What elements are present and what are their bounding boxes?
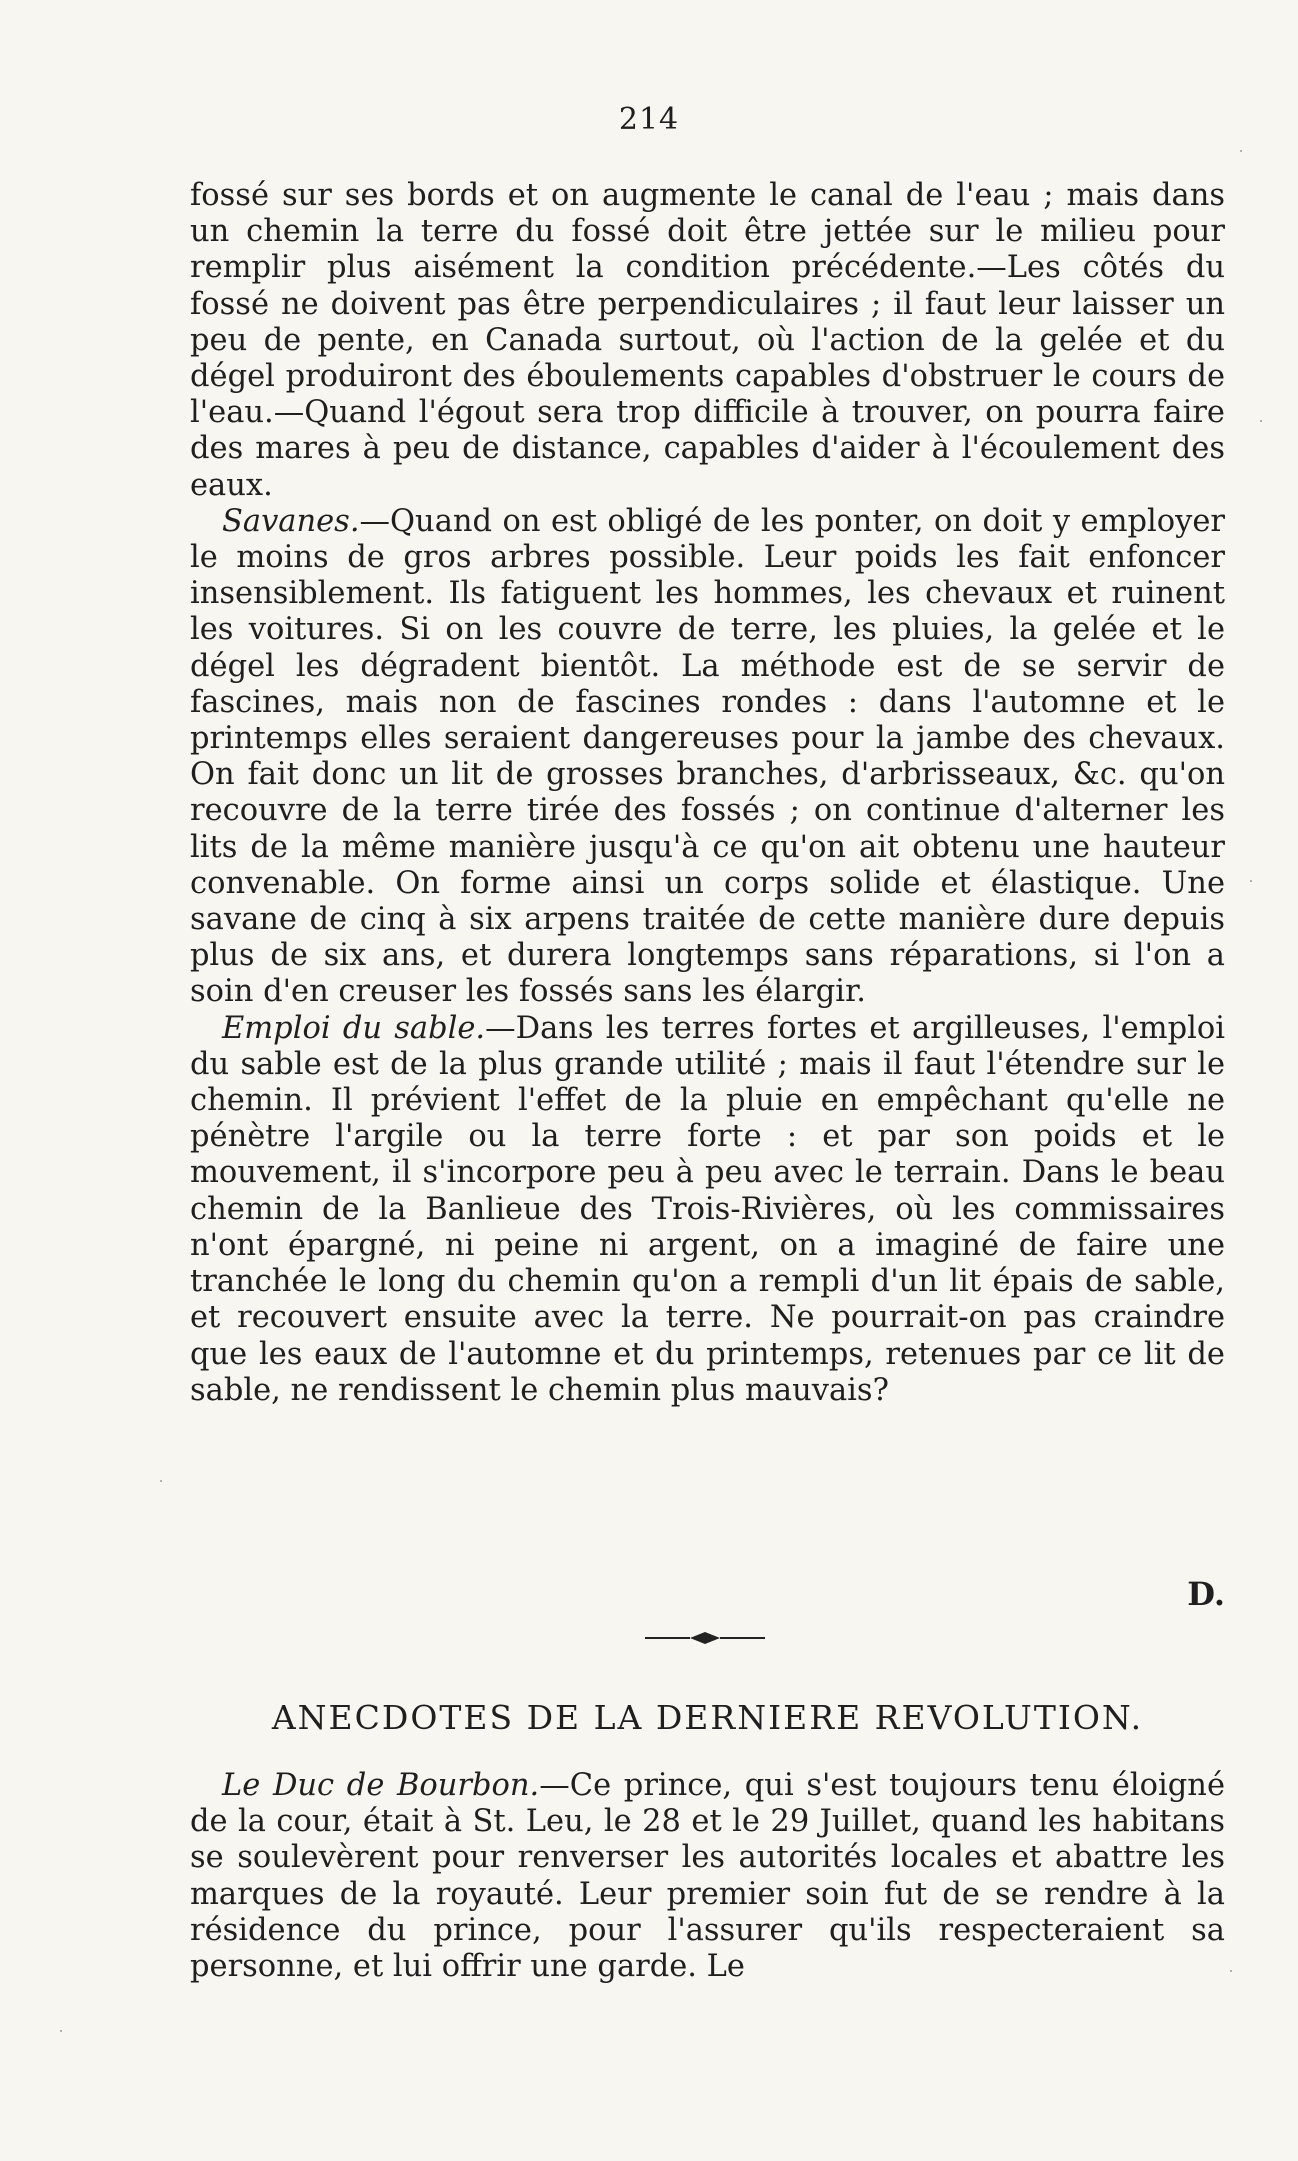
paragraph-text: —Quand on est obligé de les ponter, on doit y employer le moins de gros arbres possible. Leur poids les fait enfoncer insensiblement. Ils fatiguent les hommes, les chevaux et ruinent les voitures. Si on les couvre de terre, les pluies, la gelée et le dégel les dégradent bientôt. La méthode est de se servir de fascines, mais non de fascines rondes : dans l'automne et le printemps elles seraient dangereuses pour la jambe des chevaux. On fait donc un lit de grosses branches, d'arbrisseaux, &c. qu'on recouvre de la terre tirée des fossés ; on continue d'alterner les lits de la même manière jusqu'à ce qu'on ait obtenu une hauteur convenable. On forme ainsi un corps solide et élastique. Une savane de cinq à six arpens traitée de cette manière dure depuis plus de six ans, et durera longtemps sans réparations, si l'on a soin d'en creuser les fossés sans les élargir. bbox=[190, 503, 1225, 1010]
paragraph-duc-de-bourbon bbox=[190, 1768, 1225, 1985]
scan-speckle bbox=[160, 1480, 162, 1482]
paragraph-text: —Ce prince, qui s'est toujours tenu éloigné de la cour, était à St. Leu, le 28 et le 29 Juillet, quand les habitans se soulevèrent pour renverser les autorités locales et abattre les marques de la royauté. Leur premier soin fut de se rendre à la résidence du prince, pour l'assurer qu'ils respecteraient sa personne, et lui offrir une garde. Le bbox=[190, 1768, 1225, 1985]
article-roads bbox=[190, 178, 1225, 1409]
scan-speckle bbox=[60, 2030, 62, 2032]
scan-speckle bbox=[1260, 420, 1262, 422]
scan-speckle bbox=[1230, 1970, 1232, 1972]
paragraph-sable bbox=[190, 1011, 1225, 1409]
scan-speckle bbox=[1250, 880, 1252, 882]
scan-speckle bbox=[1240, 150, 1242, 152]
paragraph-lead-savanes: Savanes. bbox=[222, 503, 360, 539]
author-signature: D. bbox=[1187, 1575, 1225, 1613]
section-title: ANECDOTES DE LA DERNIERE REVOLUTION. bbox=[271, 1698, 1144, 1737]
section-divider-ornament bbox=[645, 1630, 765, 1646]
page-number: 214 bbox=[618, 102, 680, 137]
paragraph-lead-duc: Le Duc de Bourbon. bbox=[222, 1768, 540, 1803]
article-anecdotes bbox=[190, 1768, 1225, 1985]
paragraph-text: —Dans les terres fortes et argilleuses, l'emploi du sable est de la plus grande utilité ; mais il faut l'étendre sur le chemin. Il prévient l'effet de la pluie en empêchant qu'elle ne pénètre l'argile ou la terre forte : et par son poids et le mouvement, il s'incorpore peu à peu avec le terrain. Dans le beau chemin de la Banlieue des Trois-Rivières, où les commissaires n'ont épargné, ni peine ni argent, on a imaginé de faire une tranchée le long du chemin qu'on a rempli d'un lit épais de sable, et recouvert ensuite avec la terre. Ne pourrait-on pas craindre que les eaux de l'automne et du printemps, retenues par ce lit de sable, ne rendissent le chemin plus mauvais? bbox=[190, 1010, 1226, 1408]
paragraph-lead-sable: Emploi du sable. bbox=[222, 1010, 486, 1046]
paragraph-savanes bbox=[190, 504, 1225, 1011]
paragraph-text: fossé sur ses bords et on augmente le canal de l'eau ; mais dans un chemin la terre du fossé doit être jettée sur le milieu pour remplir plus aisément la condition précédente.—Les côtés du fossé ne doivent pas être perpendiculaires ; il faut leur laisser un peu de pente, en Canada surtout, où l'action de la gelée et du dégel produiront des éboulements capables d'obstruer le cours de l'eau.—Quand l'égout sera trop difficile à trouver, on pourra faire des mares à peu de distance, capables d'aider à l'écoulement des eaux. bbox=[190, 178, 1225, 503]
paragraph-ditches bbox=[190, 178, 1225, 504]
